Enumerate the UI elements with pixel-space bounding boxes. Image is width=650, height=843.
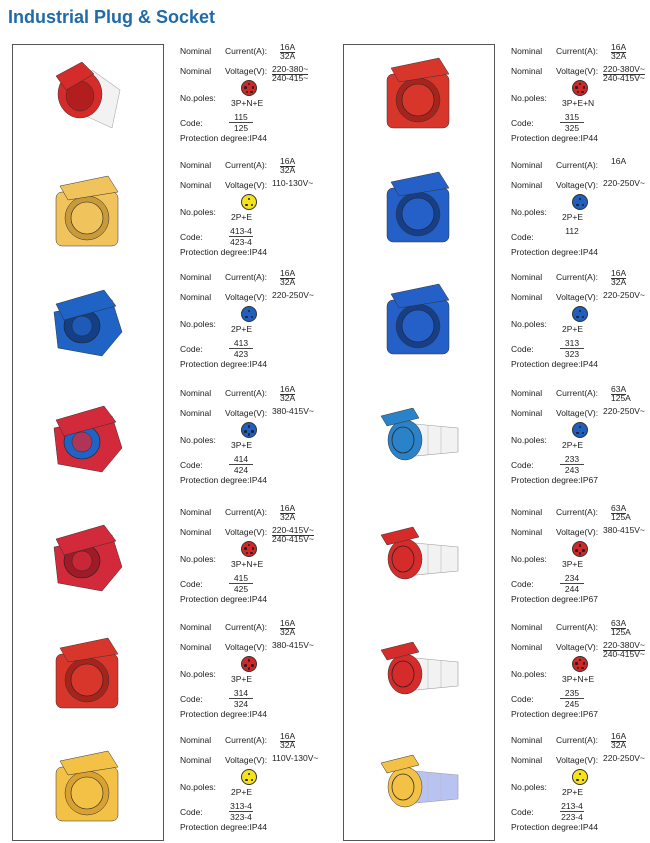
page-title: Industrial Plug & Socket <box>8 7 216 27</box>
code-number: 243 <box>564 465 580 475</box>
nominal-label: Nominal <box>511 755 543 765</box>
poles-label: No.poles: <box>180 554 216 564</box>
current-label: Current(A): <box>225 272 268 282</box>
current-label: Current(A): <box>556 507 599 517</box>
code-number: 125 <box>233 123 249 133</box>
current-value: 63A <box>611 384 627 394</box>
socket-product-image <box>373 166 463 246</box>
voltage-label: Voltage(V): <box>556 408 599 418</box>
nominal-label: Nominal <box>511 66 543 76</box>
poles-label: No.poles: <box>180 319 216 329</box>
code-number: 325 <box>564 123 580 133</box>
protection-value: IP44 <box>580 359 598 369</box>
voltage-value: 220-250V~ <box>272 290 314 300</box>
nominal-label: Nominal <box>511 272 543 282</box>
socket-product-image <box>42 170 132 250</box>
nominal-label: Nominal <box>511 46 543 56</box>
protection-value: IP44 <box>249 594 267 604</box>
code-value <box>226 688 256 709</box>
protection-degree <box>511 247 598 257</box>
current-value: 16A <box>280 618 296 628</box>
protection-degree <box>511 359 598 369</box>
current-value: 16A <box>280 384 296 394</box>
code-number: 323-4 <box>230 812 252 822</box>
current-value: 32A <box>611 51 627 61</box>
socket-product-image <box>373 278 463 358</box>
current-value: 32A <box>611 740 627 750</box>
poles-value: 2P+E <box>562 212 584 222</box>
protection-degree <box>180 133 267 143</box>
voltage-label: Voltage(V): <box>225 527 268 537</box>
voltage-label: Voltage(V): <box>556 180 599 190</box>
voltage-value: 220-380V~ <box>603 640 645 650</box>
voltage-value: 220-380~ <box>272 64 309 74</box>
code-number: 414 <box>233 454 249 464</box>
protection-degree <box>511 133 598 143</box>
protection-degree <box>180 709 267 719</box>
pole-diagram-icon <box>572 769 588 785</box>
current-value: 32A <box>611 277 627 287</box>
protection-value: IP44 <box>249 247 267 257</box>
current-value: 63A <box>611 618 627 628</box>
current-value: 63A <box>611 503 627 513</box>
code-number: 424 <box>233 465 249 475</box>
code-number: 415 <box>233 573 249 583</box>
code-number: 235 <box>564 688 580 698</box>
nominal-label: Nominal <box>511 507 543 517</box>
nominal-label: Nominal <box>180 388 212 398</box>
protection-value: IP67 <box>580 709 598 719</box>
code-label: Code: <box>180 232 203 242</box>
current-label: Current(A): <box>225 622 268 632</box>
current-label: Current(A): <box>225 46 268 56</box>
right-column <box>330 0 650 843</box>
poles-value: 3P+E <box>231 674 253 684</box>
code-number: 315 <box>564 112 580 122</box>
poles-value: 3P+E <box>231 440 253 450</box>
protection-value: IP44 <box>249 359 267 369</box>
current-label: Current(A): <box>225 160 268 170</box>
code-label: Code: <box>511 579 534 589</box>
code-number: 323 <box>564 349 580 359</box>
code-number: 413 <box>233 338 249 348</box>
pole-diagram-icon <box>241 194 257 210</box>
code-number: 324 <box>233 699 249 709</box>
voltage-value: 220-250V~ <box>603 178 645 188</box>
current-value: 32A <box>280 277 296 287</box>
protection-label: Protection degree: <box>180 133 250 143</box>
voltage-label: Voltage(V): <box>556 292 599 302</box>
protection-degree <box>511 709 598 719</box>
poles-value: 2P+E <box>562 440 584 450</box>
nominal-label: Nominal <box>511 527 543 537</box>
pole-diagram-icon <box>572 422 588 438</box>
poles-label: No.poles: <box>511 782 547 792</box>
voltage-value: 240-415V~ <box>603 73 645 83</box>
nominal-label: Nominal <box>180 66 212 76</box>
code-label: Code: <box>180 460 203 470</box>
socket-product-image <box>42 56 132 136</box>
voltage-value: 240-415V~ <box>272 534 314 544</box>
current-value: 16A <box>280 503 296 513</box>
nominal-label: Nominal <box>180 180 212 190</box>
code-value <box>226 801 256 822</box>
protection-degree <box>180 247 267 257</box>
poles-value: 3P+N+E <box>231 559 264 569</box>
code-number: 223-4 <box>561 812 583 822</box>
code-label: Code: <box>180 579 203 589</box>
protection-label: Protection degree: <box>511 475 581 485</box>
voltage-value: 240-415V~ <box>603 649 645 659</box>
socket-product-image <box>42 745 132 825</box>
code-value <box>557 338 587 359</box>
current-label: Current(A): <box>225 735 268 745</box>
code-number: 423 <box>233 349 249 359</box>
code-value <box>226 112 256 133</box>
current-value: 32A <box>280 512 296 522</box>
current-value: 32A <box>280 740 296 750</box>
code-value <box>557 688 587 709</box>
protection-label: Protection degree: <box>511 247 581 257</box>
protection-label: Protection degree: <box>511 594 581 604</box>
code-label: Code: <box>180 344 203 354</box>
voltage-label: Voltage(V): <box>225 408 268 418</box>
current-value: 16A <box>611 42 627 52</box>
protection-label: Protection degree: <box>511 133 581 143</box>
nominal-label: Nominal <box>511 388 543 398</box>
nominal-label: Nominal <box>511 180 543 190</box>
voltage-label: Voltage(V): <box>556 755 599 765</box>
code-label: Code: <box>180 807 203 817</box>
current-label: Current(A): <box>556 622 599 632</box>
nominal-label: Nominal <box>180 622 212 632</box>
nominal-label: Nominal <box>180 755 212 765</box>
poles-value: 3P+E+N <box>562 98 595 108</box>
code-label: Code: <box>511 460 534 470</box>
current-label: Current(A): <box>556 160 599 170</box>
current-value: 16A <box>280 156 296 166</box>
protection-degree <box>511 475 598 485</box>
poles-value: 3P+N+E <box>562 674 595 684</box>
pole-diagram-icon <box>572 194 588 210</box>
code-value <box>557 226 587 236</box>
poles-label: No.poles: <box>511 207 547 217</box>
voltage-value: 220-250V~ <box>603 406 645 416</box>
pole-diagram-icon <box>241 80 257 96</box>
protection-degree <box>180 359 267 369</box>
socket-product-image <box>373 741 463 821</box>
pole-diagram-icon <box>572 656 588 672</box>
code-value <box>557 454 587 475</box>
voltage-value: 220-380V~ <box>603 64 645 74</box>
voltage-value: 220-250V~ <box>603 753 645 763</box>
current-value: 125A <box>611 393 631 403</box>
code-number: 245 <box>564 699 580 709</box>
nominal-label: Nominal <box>180 272 212 282</box>
code-value <box>226 226 256 247</box>
nominal-label: Nominal <box>180 292 212 302</box>
pole-diagram-icon <box>241 306 257 322</box>
code-number: 234 <box>564 573 580 583</box>
protection-label: Protection degree: <box>180 475 250 485</box>
left-column <box>0 0 320 843</box>
protection-value: IP44 <box>249 709 267 719</box>
protection-label: Protection degree: <box>511 709 581 719</box>
protection-label: Protection degree: <box>180 594 250 604</box>
protection-degree <box>180 475 267 485</box>
current-label: Current(A): <box>556 46 599 56</box>
poles-value: 2P+E <box>231 787 253 797</box>
protection-degree <box>180 594 267 604</box>
code-number: 425 <box>233 584 249 594</box>
socket-product-image <box>42 632 132 712</box>
protection-value: IP44 <box>580 133 598 143</box>
code-value <box>557 573 587 594</box>
code-number: 112 <box>565 226 579 236</box>
pole-diagram-icon <box>241 422 257 438</box>
protection-value: IP44 <box>249 475 267 485</box>
pole-diagram-icon <box>572 80 588 96</box>
nominal-label: Nominal <box>180 735 212 745</box>
pole-diagram-icon <box>241 656 257 672</box>
protection-degree <box>511 594 598 604</box>
protection-value: IP44 <box>580 247 598 257</box>
socket-product-image <box>373 513 463 593</box>
voltage-label: Voltage(V): <box>225 755 268 765</box>
nominal-label: Nominal <box>180 46 212 56</box>
voltage-label: Voltage(V): <box>556 527 599 537</box>
voltage-value: 380-415V~ <box>272 640 314 650</box>
code-value <box>226 454 256 475</box>
voltage-label: Voltage(V): <box>556 642 599 652</box>
code-value <box>226 338 256 359</box>
code-label: Code: <box>511 694 534 704</box>
nominal-label: Nominal <box>180 408 212 418</box>
protection-value: IP44 <box>580 822 598 832</box>
code-number: 413-4 <box>230 226 252 236</box>
voltage-value: 110V-130V~ <box>272 753 319 763</box>
nominal-label: Nominal <box>511 292 543 302</box>
protection-value: IP67 <box>580 594 598 604</box>
current-value: 125A <box>611 512 631 522</box>
pole-diagram-icon <box>241 769 257 785</box>
code-label: Code: <box>511 232 534 242</box>
current-value: 32A <box>280 627 296 637</box>
current-value: 125A <box>611 627 631 637</box>
nominal-label: Nominal <box>511 160 543 170</box>
current-value: 32A <box>280 165 296 175</box>
poles-label: No.poles: <box>511 93 547 103</box>
code-number: 313-4 <box>230 801 252 811</box>
current-value: 16A <box>280 42 296 52</box>
socket-product-image <box>373 628 463 708</box>
poles-label: No.poles: <box>511 554 547 564</box>
current-value: 16A <box>280 268 296 278</box>
current-value: 32A <box>280 393 296 403</box>
current-label: Current(A): <box>556 735 599 745</box>
voltage-label: Voltage(V): <box>225 66 268 76</box>
code-number: 313 <box>564 338 580 348</box>
code-number: 423-4 <box>230 237 252 247</box>
pole-diagram-icon <box>572 306 588 322</box>
code-label: Code: <box>180 694 203 704</box>
voltage-value: 220-415V~ <box>272 525 314 535</box>
voltage-label: Voltage(V): <box>225 180 268 190</box>
protection-value: IP67 <box>580 475 598 485</box>
voltage-value: 380-415V~ <box>603 525 645 535</box>
poles-label: No.poles: <box>180 207 216 217</box>
nominal-label: Nominal <box>180 160 212 170</box>
voltage-label: Voltage(V): <box>225 642 268 652</box>
poles-label: No.poles: <box>180 93 216 103</box>
poles-label: No.poles: <box>180 669 216 679</box>
voltage-value: 240-415~ <box>272 73 309 83</box>
current-label: Current(A): <box>556 388 599 398</box>
code-label: Code: <box>511 118 534 128</box>
nominal-label: Nominal <box>180 642 212 652</box>
nominal-label: Nominal <box>511 735 543 745</box>
nominal-label: Nominal <box>180 507 212 517</box>
code-number: 115 <box>234 112 248 122</box>
pole-diagram-icon <box>241 541 257 557</box>
poles-value: 2P+E <box>562 324 584 334</box>
current-label: Current(A): <box>556 272 599 282</box>
code-number: 244 <box>564 584 580 594</box>
poles-label: No.poles: <box>511 669 547 679</box>
voltage-value: 110-130V~ <box>272 178 314 188</box>
protection-label: Protection degree: <box>511 822 581 832</box>
code-label: Code: <box>511 807 534 817</box>
poles-value: 2P+E <box>231 324 253 334</box>
code-number: 314 <box>233 688 249 698</box>
current-value: 16A <box>611 156 627 166</box>
current-value: 32A <box>280 51 296 61</box>
poles-value: 3P+N+E <box>231 98 264 108</box>
current-value: 16A <box>280 731 296 741</box>
socket-product-image <box>42 282 132 362</box>
voltage-label: Voltage(V): <box>225 292 268 302</box>
poles-value: 2P+E <box>562 787 584 797</box>
socket-product-image <box>373 52 463 132</box>
poles-label: No.poles: <box>180 782 216 792</box>
code-value <box>557 112 587 133</box>
poles-label: No.poles: <box>511 319 547 329</box>
poles-label: No.poles: <box>180 435 216 445</box>
code-number: 233 <box>564 454 580 464</box>
code-value <box>557 801 587 822</box>
protection-label: Protection degree: <box>180 709 250 719</box>
nominal-label: Nominal <box>511 622 543 632</box>
code-number: 213-4 <box>561 801 583 811</box>
current-label: Current(A): <box>225 507 268 517</box>
voltage-value: 220-250V~ <box>603 290 645 300</box>
code-label: Code: <box>511 344 534 354</box>
protection-value: IP44 <box>249 822 267 832</box>
protection-label: Protection degree: <box>511 359 581 369</box>
code-label: Code: <box>180 118 203 128</box>
socket-product-image <box>42 398 132 478</box>
nominal-label: Nominal <box>180 527 212 537</box>
poles-label: No.poles: <box>511 435 547 445</box>
voltage-label: Voltage(V): <box>556 66 599 76</box>
protection-value: IP44 <box>249 133 267 143</box>
current-value: 16A <box>611 731 627 741</box>
nominal-label: Nominal <box>511 408 543 418</box>
voltage-value: 380-415V~ <box>272 406 314 416</box>
protection-label: Protection degree: <box>180 822 250 832</box>
current-value: 16A <box>611 268 627 278</box>
pole-diagram-icon <box>572 541 588 557</box>
code-value <box>226 573 256 594</box>
poles-value: 2P+E <box>231 212 253 222</box>
nominal-label: Nominal <box>511 642 543 652</box>
protection-degree <box>511 822 598 832</box>
socket-product-image <box>373 394 463 474</box>
protection-label: Protection degree: <box>180 247 250 257</box>
socket-product-image <box>42 517 132 597</box>
poles-value: 3P+E <box>562 559 584 569</box>
protection-degree <box>180 822 267 832</box>
protection-label: Protection degree: <box>180 359 250 369</box>
current-label: Current(A): <box>225 388 268 398</box>
